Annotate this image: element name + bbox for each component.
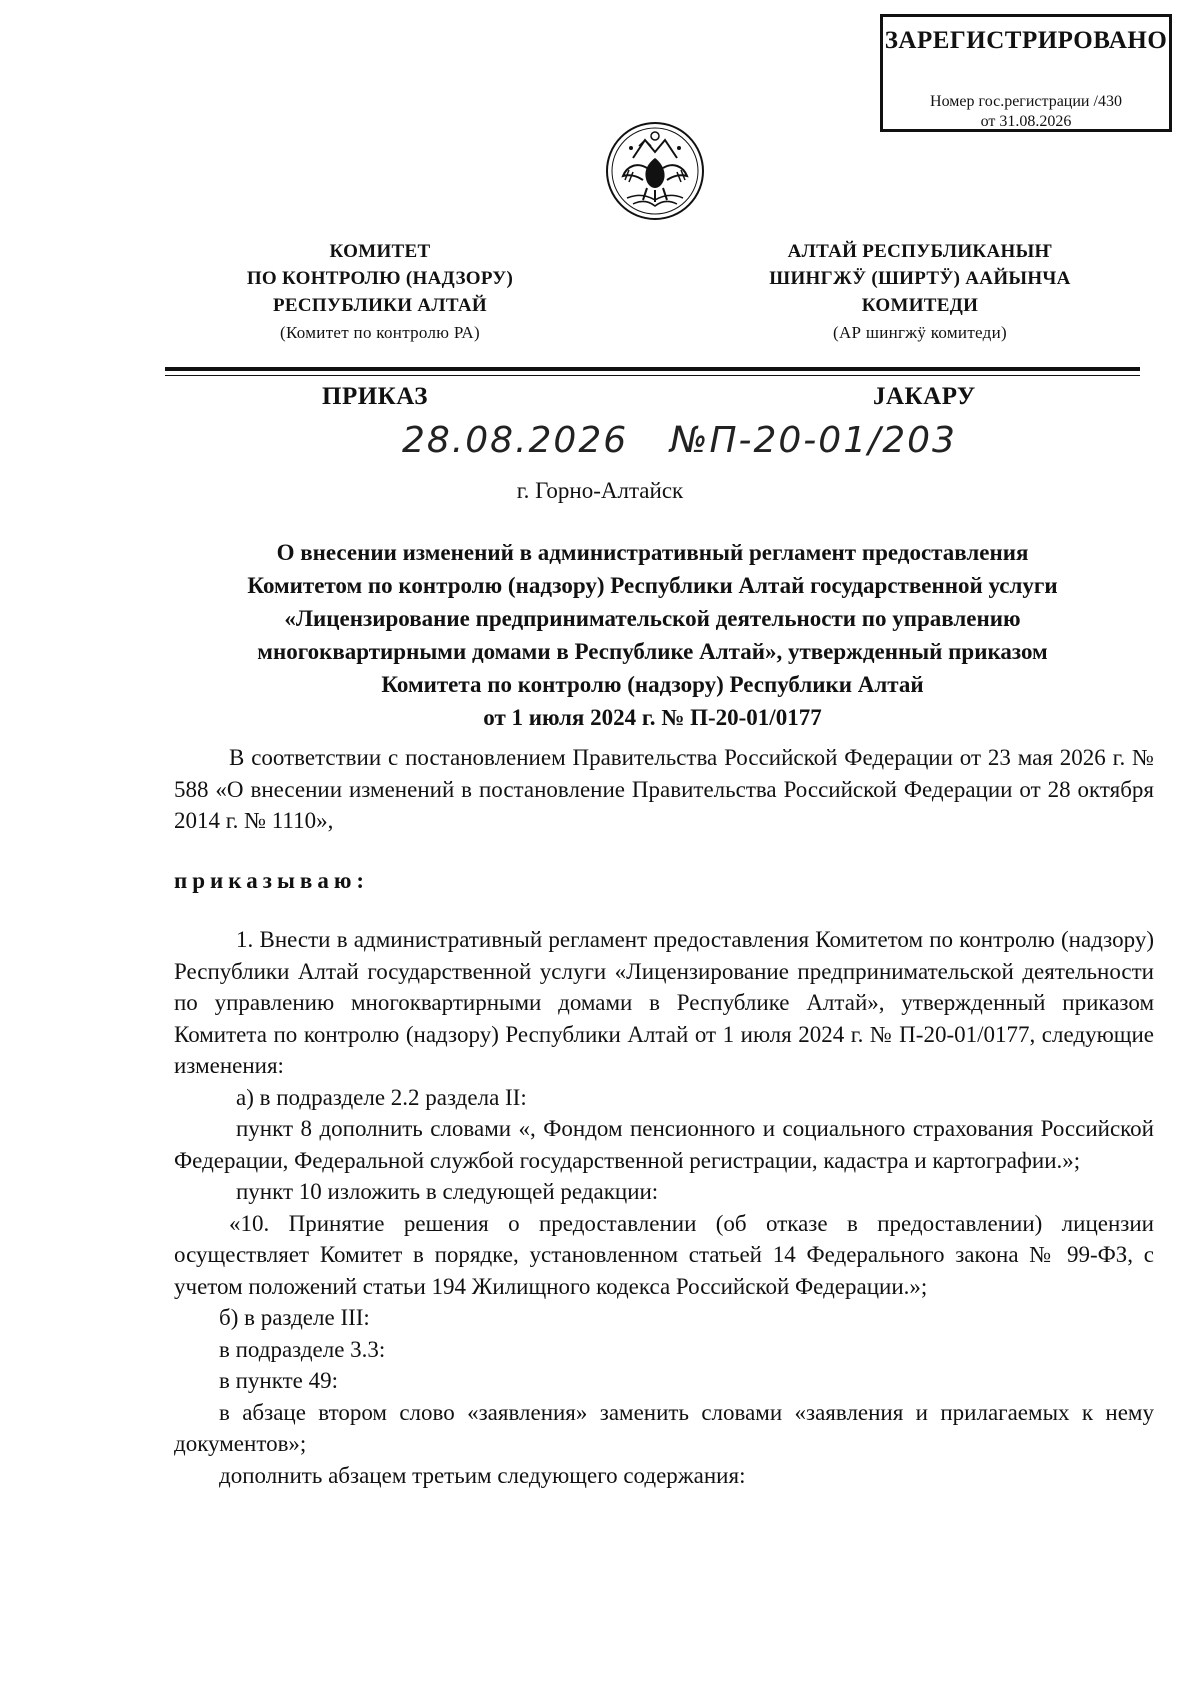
header-left-line1: КОМИТЕТ (329, 241, 431, 262)
order-title-left: ПРИКАЗ (322, 383, 428, 410)
body-paragraph: 1. Внести в административный регламент предоставления Комитетом по контролю (надзору) Республики Алтай государственной услуги «Лицензирование предпринимательской деятельности по управлению многоквартирными домами в Республике Алтай», утвержденный приказом Комитета по контролю (надзору) Республики Алтай от 1 июля 2024 г. № П-20-01/0177, следующие изменения: (174, 927, 1154, 1078)
header-rule-thick (165, 367, 1140, 371)
document-title (170, 536, 1135, 734)
intro-paragraph (174, 742, 1154, 837)
intro-text: В соответствии с постановлением Правительства Российской Федерации от 23 мая 2026 г. № 588 «О внесении изменений в постановление Правительства Российской Федерации от 28 октября 2014 г. № 1110», (174, 745, 1154, 833)
handwritten-number: №П-20-01/203 (670, 420, 957, 461)
header-right (720, 238, 1120, 346)
title-line: многоквартирными домами в Республике Алтай», утвержденный приказом (257, 639, 1048, 664)
order-title-right: ЈАКАРУ (873, 383, 976, 410)
stamp-reg-number: Номер гос.регистрации /430 (930, 93, 1122, 110)
body-paragraph: б) в разделе III: (219, 1305, 370, 1330)
body-paragraph: в подразделе 3.3: (219, 1336, 386, 1362)
body-paragraph: пункт 10 изложить в следующей редакции: (236, 1179, 659, 1204)
body-paragraph: пункт 8 дополнить словами «, Фондом пенсионного и социального страхования Российской Федерации, Федеральной службой государственной регистрации, кадастра и картографии.»; (174, 1116, 1154, 1173)
header-left-line3: РЕСПУБЛИКИ АЛТАЙ (273, 295, 487, 316)
header-left-line2: ПО КОНТРОЛЮ (НАДЗОРУ) (246, 268, 514, 289)
header-left-line4: (Комитет по контролю РА) (280, 323, 480, 342)
body-paragraph: в пункте 49: (219, 1368, 338, 1393)
decree-word: приказываю: (174, 868, 370, 893)
registration-stamp (880, 14, 1172, 132)
header-right-line2: ШИНГЖӰ (ШИРТӰ) ААЙЫНЧА (769, 268, 1071, 289)
coat-of-arms-emblem (603, 118, 707, 224)
header-right-line1: АЛТАЙ РЕСПУБЛИКАНЫҤ (787, 241, 1053, 262)
stamp-reg-date: от 31.08.2026 (980, 113, 1072, 130)
header-left (200, 238, 560, 346)
header-rule-thin (165, 375, 1140, 376)
header-right-line3: КОМИТЕДИ (861, 295, 979, 316)
body-text (174, 924, 1154, 1491)
city: г. Горно-Алтайск (516, 478, 684, 503)
title-line: Комитетом по контролю (надзору) Республики Алтай государственной услуги (247, 573, 1058, 598)
header-right-line4: (АР шингжӱ комитеди) (833, 323, 1007, 342)
body-paragraph: «10. Принятие решения о предоставлении (об отказе в предоставлении) лицензии осуществляет Комитет в порядке, установленном статьей 14 Федерального закона № 99-ФЗ, с учетом положений статьи 194 Жилищного кодекса Российской Федерации.»; (174, 1210, 1154, 1299)
title-line: О внесении изменений в административный регламент предоставления (276, 540, 1029, 565)
title-line: Комитета по контролю (надзору) Республики Алтай (381, 672, 924, 697)
body-paragraph: а) в подразделе 2.2 раздела II: (236, 1084, 527, 1110)
handwritten-date: 28.08.2026 (402, 420, 629, 461)
title-line: от 1 июля 2024 г. № П-20-01/0177 (483, 705, 822, 730)
stamp-title: ЗАРЕГИСТРИРОВАНО (884, 27, 1168, 54)
body-paragraph: дополнить абзацем третьим следующего содержания: (219, 1462, 746, 1488)
body-paragraph: в абзаце втором слово «заявления» заменить словами «заявления и прилагаемых к нему документов»; (174, 1399, 1154, 1456)
title-line: «Лицензирование предпринимательской деятельности по управлению (284, 606, 1021, 631)
